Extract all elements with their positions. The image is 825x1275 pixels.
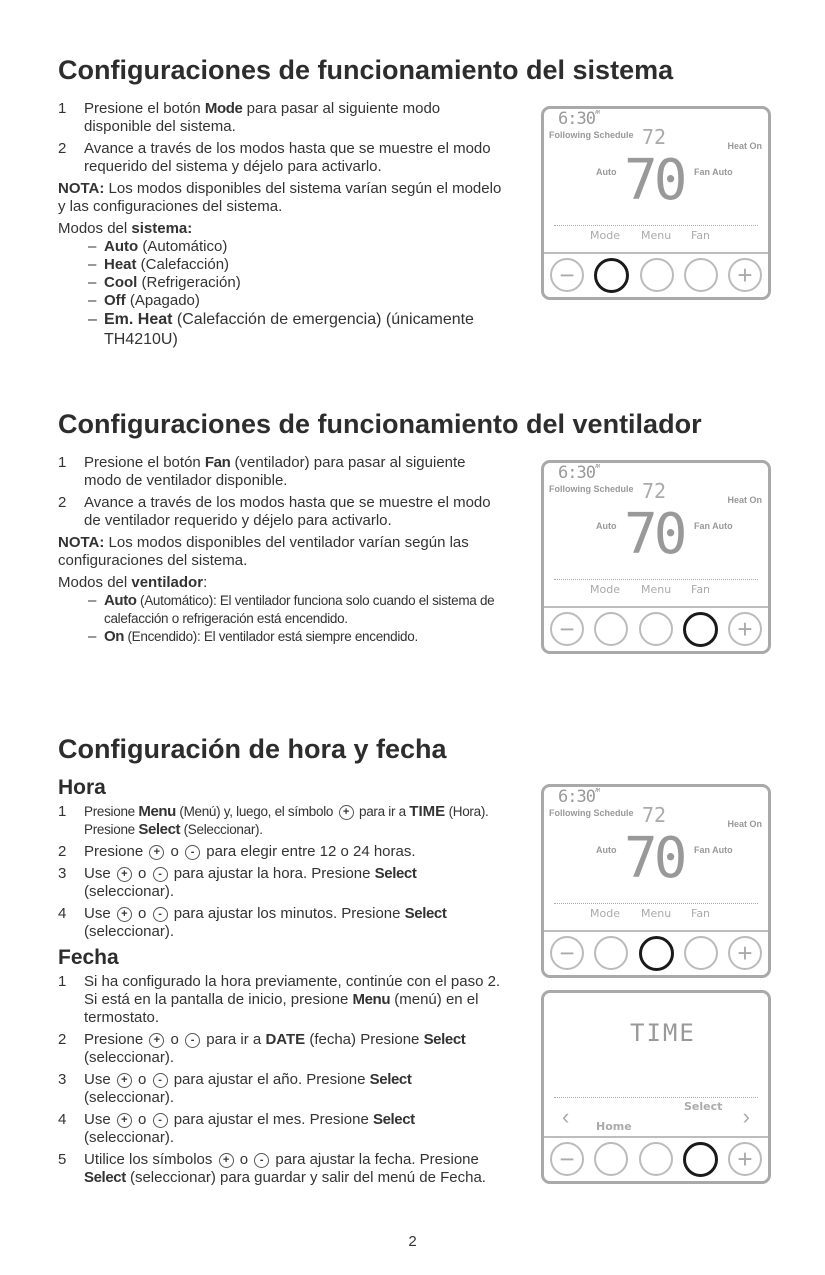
step-item bbox=[58, 1031, 503, 1067]
text-run: Presione bbox=[84, 1031, 148, 1048]
step-item bbox=[58, 905, 503, 941]
soft-key-label-fan: Fan bbox=[691, 907, 711, 920]
text-run: para ajustar la hora. Presione bbox=[169, 865, 375, 882]
soft-key-button[interactable] bbox=[639, 612, 673, 646]
text-run: o bbox=[133, 1071, 151, 1088]
text-run: (Menú) y, luego, el símbolo bbox=[175, 804, 337, 819]
fan-mode: Fan Auto bbox=[694, 521, 733, 531]
soft-key-label-mode: Mode bbox=[590, 229, 620, 242]
minus-icon: − bbox=[559, 1144, 575, 1174]
text-run: (fecha) Presione bbox=[305, 1031, 424, 1048]
step-number: 2 bbox=[58, 1031, 67, 1048]
text-run: Utilice los símbolos bbox=[84, 1151, 217, 1168]
thermostat-illustration bbox=[541, 990, 771, 1184]
step-list bbox=[58, 973, 503, 1187]
time: 6:30 bbox=[558, 787, 595, 807]
heat-status: Heat On bbox=[727, 495, 762, 505]
text-run: o bbox=[166, 1031, 184, 1048]
minus-icon: − bbox=[559, 614, 575, 644]
button-name: Menu bbox=[138, 803, 176, 820]
current-temperature: 70 bbox=[624, 826, 684, 891]
section-title-system: Configuraciones de funcionamiento del sistema bbox=[58, 55, 674, 85]
mode-item bbox=[58, 292, 503, 310]
plus-circle-icon: + bbox=[117, 867, 132, 882]
setpoint: 72 bbox=[642, 803, 667, 827]
thermostat-illustration bbox=[541, 106, 771, 300]
text-run: (Automático) bbox=[138, 238, 228, 255]
text-run: o bbox=[133, 865, 151, 882]
thermostat-illustration bbox=[541, 460, 771, 654]
text-run: (seleccionar). bbox=[84, 1049, 175, 1066]
soft-key-label-menu: Menu bbox=[641, 583, 672, 596]
bold-term: Auto bbox=[104, 238, 139, 255]
minus-circle-icon: - bbox=[153, 1113, 168, 1128]
soft-key-label-mode: Mode bbox=[590, 907, 620, 920]
step-number: 4 bbox=[58, 1111, 67, 1128]
soft-key-label-menu: Menu bbox=[641, 229, 672, 242]
fan-mode: Fan Auto bbox=[694, 167, 733, 177]
minus-circle-icon: - bbox=[153, 907, 168, 922]
schedule-status: Following Schedule bbox=[549, 808, 634, 818]
text-run: Los modos disponibles del sistema varían según el modelo y las configuraciones del sistema. bbox=[58, 180, 502, 215]
bold-term: Cool bbox=[104, 274, 138, 291]
setpoint: 72 bbox=[642, 479, 667, 503]
text-run: para ajustar el año. Presione bbox=[169, 1071, 370, 1088]
button-name: Select bbox=[369, 1071, 412, 1088]
soft-key-button[interactable] bbox=[594, 258, 629, 293]
text-run: Modos del bbox=[58, 574, 132, 591]
text-run: para ajustar la fecha. Presione bbox=[271, 1151, 479, 1168]
text-run: Si ha configurado la hora previamente, continúe con el paso 2. Si está en la pantalla de inicio, presione bbox=[84, 973, 501, 1008]
text-run: (seleccionar). bbox=[84, 883, 175, 900]
step-number: 2 bbox=[58, 494, 67, 511]
time-display bbox=[558, 464, 599, 482]
soft-key-button[interactable] bbox=[639, 936, 674, 971]
minus-icon: − bbox=[559, 938, 575, 968]
text-run: (Hora). Presione bbox=[84, 804, 489, 837]
step-item bbox=[58, 973, 503, 1027]
text-run: Avance a través de los modos hasta que se muestre el modo requerido del sistema y déjelo para activarlo. bbox=[84, 140, 491, 175]
text-run: o bbox=[166, 843, 184, 860]
text-run: (Encendido): El ventilador está siempre encendido. bbox=[124, 629, 418, 644]
soft-key-label-home: Home bbox=[596, 1120, 632, 1133]
plus-circle-icon: + bbox=[117, 1073, 132, 1088]
mode-item bbox=[58, 592, 503, 628]
subsection-title: Fecha bbox=[58, 946, 119, 969]
text-run: para ajustar el mes. Presione bbox=[169, 1111, 373, 1128]
button-row bbox=[550, 1142, 762, 1177]
step-number: 5 bbox=[58, 1151, 67, 1168]
step-number: 2 bbox=[58, 140, 67, 157]
bold-term: Heat bbox=[104, 256, 137, 273]
soft-key-button[interactable] bbox=[594, 612, 628, 646]
bold-term: TIME bbox=[409, 803, 446, 820]
step-item bbox=[58, 1071, 503, 1107]
minus-circle-icon: - bbox=[254, 1153, 269, 1168]
system-mode: Auto bbox=[596, 845, 617, 855]
plus-button[interactable] bbox=[728, 1142, 762, 1176]
soft-key-button[interactable] bbox=[684, 936, 718, 970]
button-name: Fan bbox=[204, 454, 231, 471]
current-temperature: 70 bbox=[624, 502, 684, 567]
step-item bbox=[58, 140, 503, 176]
plus-icon: + bbox=[737, 614, 753, 644]
time: 6:30 bbox=[558, 109, 595, 129]
text-run: para ajustar los minutos. Presione bbox=[169, 905, 405, 922]
step-item bbox=[58, 1111, 503, 1147]
text-run: (seleccionar). bbox=[84, 1089, 175, 1106]
fan-section-body bbox=[58, 454, 503, 646]
text-run: : bbox=[203, 574, 208, 591]
note bbox=[58, 180, 503, 216]
thermostat-screen bbox=[544, 993, 768, 1138]
section-title-fan: Configuraciones de funcionamiento del ventilador bbox=[58, 409, 702, 439]
system-mode: Auto bbox=[596, 521, 617, 531]
bold-term: Off bbox=[104, 292, 126, 309]
time-date-section bbox=[58, 733, 508, 1233]
text-run: (seleccionar). bbox=[84, 1129, 175, 1146]
step-number: 1 bbox=[58, 973, 67, 990]
bold-term: NOTA: bbox=[58, 534, 105, 551]
chevron-right-icon: › bbox=[742, 1104, 750, 1129]
button-name: Select bbox=[374, 865, 417, 882]
mode-item bbox=[58, 256, 503, 274]
plus-circle-icon: + bbox=[117, 1113, 132, 1128]
note bbox=[58, 534, 503, 570]
text-run: o bbox=[235, 1151, 253, 1168]
button-name: Select bbox=[138, 821, 181, 838]
soft-key-label-fan: Fan bbox=[691, 229, 711, 242]
text-run: (seleccionar). bbox=[84, 923, 175, 940]
text-run: (Automático): El ventilador funciona solo cuando el sistema de calefacción o refrigeración está encendido. bbox=[104, 593, 495, 626]
text-run: (Refrigeración) bbox=[137, 274, 241, 291]
text-run: Modos del bbox=[58, 220, 132, 237]
mode-item bbox=[58, 238, 503, 256]
text-run: Use bbox=[84, 1071, 115, 1088]
soft-key-button[interactable] bbox=[684, 258, 718, 292]
text-run: Avance a través de los modos hasta que se muestre el modo de ventilador requerido y déjelo para activarlo. bbox=[84, 494, 491, 529]
button-name: Select bbox=[404, 905, 447, 922]
soft-key-button[interactable] bbox=[594, 1142, 628, 1176]
minus-circle-icon: - bbox=[185, 1033, 200, 1048]
button-name: Mode bbox=[204, 100, 243, 117]
minus-circle-icon: - bbox=[153, 867, 168, 882]
modes-intro bbox=[58, 574, 503, 592]
text-run: Use bbox=[84, 905, 115, 922]
text-run: Los modos disponibles del ventilador varían según las configuraciones del sistema. bbox=[58, 534, 469, 569]
button-row bbox=[550, 612, 762, 647]
step-number: 1 bbox=[58, 454, 67, 471]
text-run: (menú) en el termostato. bbox=[84, 991, 479, 1026]
plus-circle-icon: + bbox=[149, 1033, 164, 1048]
bold-term: NOTA: bbox=[58, 180, 105, 197]
schedule-status: Following Schedule bbox=[549, 484, 634, 494]
soft-key-button[interactable] bbox=[594, 936, 628, 970]
heat-status: Heat On bbox=[727, 141, 762, 151]
divider bbox=[554, 225, 758, 226]
step-number: 1 bbox=[58, 803, 67, 820]
soft-key-button[interactable] bbox=[683, 1142, 718, 1177]
step-item bbox=[58, 454, 503, 490]
current-temperature: 70 bbox=[624, 148, 684, 213]
step-item bbox=[58, 494, 503, 530]
am-pm: AM bbox=[594, 788, 599, 794]
text-run: (ventilador) para pasar al siguiente modo de ventilador disponible. bbox=[84, 454, 466, 489]
thermostat-screen bbox=[544, 109, 768, 254]
minus-button[interactable] bbox=[550, 936, 584, 970]
plus-icon: + bbox=[737, 1144, 753, 1174]
text-run: para ir a bbox=[355, 804, 410, 819]
text-run: Use bbox=[84, 1111, 115, 1128]
plus-button[interactable] bbox=[728, 258, 762, 292]
minus-circle-icon: - bbox=[153, 1073, 168, 1088]
button-name: Auto bbox=[104, 592, 137, 609]
setpoint: 72 bbox=[642, 125, 667, 149]
time-date-section-body bbox=[58, 775, 503, 1187]
time: 6:30 bbox=[558, 463, 595, 483]
plus-icon: + bbox=[737, 260, 753, 290]
button-name: On bbox=[104, 628, 125, 645]
plus-circle-icon: + bbox=[339, 805, 354, 820]
text-run: o bbox=[133, 1111, 151, 1128]
bold-term: Em. Heat bbox=[104, 311, 173, 328]
step-number: 4 bbox=[58, 905, 67, 922]
chevron-left-icon: ‹ bbox=[562, 1104, 570, 1129]
step-item bbox=[58, 843, 503, 861]
text-run: para elegir entre 12 o 24 horas. bbox=[202, 843, 416, 860]
text-run: Presione bbox=[84, 843, 148, 860]
plus-icon: + bbox=[737, 938, 753, 968]
subsection-title: Hora bbox=[58, 776, 106, 799]
schedule-status: Following Schedule bbox=[549, 130, 634, 140]
minus-icon: − bbox=[559, 260, 575, 290]
plus-circle-icon: + bbox=[149, 845, 164, 860]
bold-term: DATE bbox=[265, 1031, 306, 1048]
step-number: 3 bbox=[58, 1071, 67, 1088]
mode-item bbox=[58, 628, 503, 646]
mode-item bbox=[58, 310, 503, 350]
soft-key-button[interactable] bbox=[683, 612, 718, 647]
soft-key-label-menu: Menu bbox=[641, 907, 672, 920]
text-run: (Seleccionar). bbox=[180, 822, 263, 837]
heat-status: Heat On bbox=[727, 819, 762, 829]
bold-term: ventilador bbox=[131, 574, 204, 591]
button-row bbox=[550, 258, 762, 293]
plus-button[interactable] bbox=[728, 612, 762, 646]
minus-button[interactable] bbox=[550, 258, 584, 292]
text-run: Presione el botón bbox=[84, 100, 205, 117]
menu-title: TIME bbox=[630, 1019, 696, 1047]
thermostat-screen bbox=[544, 463, 768, 608]
minus-button[interactable] bbox=[550, 1142, 584, 1176]
thermostat-screen bbox=[544, 787, 768, 932]
minus-circle-icon: - bbox=[185, 845, 200, 860]
step-item bbox=[58, 100, 503, 136]
soft-key-button[interactable] bbox=[640, 258, 674, 292]
text-run: para pasar al siguiente modo disponible del sistema. bbox=[84, 100, 441, 135]
plus-button[interactable] bbox=[728, 936, 762, 970]
button-name: Select bbox=[84, 1169, 126, 1186]
divider bbox=[554, 1097, 758, 1098]
thermostat-illustration bbox=[541, 784, 771, 978]
am-pm: AM bbox=[594, 110, 599, 116]
button-name: Select bbox=[372, 1111, 415, 1128]
step-item bbox=[58, 1151, 503, 1187]
page-number: 2 bbox=[408, 1233, 417, 1250]
text-run: para ir a bbox=[202, 1031, 266, 1048]
system-section-body bbox=[58, 100, 503, 350]
text-run: (Calefacción) bbox=[136, 256, 230, 273]
time-display bbox=[558, 788, 599, 806]
soft-key-label-select: Select bbox=[684, 1100, 723, 1113]
bold-term: sistema: bbox=[131, 220, 193, 237]
soft-key-label-mode: Mode bbox=[590, 583, 620, 596]
button-name: Menu bbox=[352, 991, 391, 1008]
button-name: Select bbox=[423, 1031, 466, 1048]
am-pm: AM bbox=[594, 464, 599, 470]
step-item bbox=[58, 865, 503, 901]
text-run: o bbox=[133, 905, 151, 922]
plus-circle-icon: + bbox=[117, 907, 132, 922]
step-number: 3 bbox=[58, 865, 67, 882]
text-run: (Calefacción de emergencia) (únicamente TH4210U) bbox=[104, 311, 474, 348]
step-number: 1 bbox=[58, 100, 67, 117]
plus-circle-icon: + bbox=[219, 1153, 234, 1168]
modes-intro bbox=[58, 220, 503, 238]
text-run: (seleccionar) para guardar y salir del menú de Fecha. bbox=[125, 1169, 486, 1186]
divider bbox=[554, 579, 758, 580]
text-run: Use bbox=[84, 865, 115, 882]
step-number: 2 bbox=[58, 843, 67, 860]
step-list bbox=[58, 803, 503, 941]
soft-key-button[interactable] bbox=[639, 1142, 673, 1176]
section-title-time-date: Configuración de hora y fecha bbox=[58, 734, 447, 764]
text-run: Presione el botón bbox=[84, 454, 205, 471]
fan-mode: Fan Auto bbox=[694, 845, 733, 855]
minus-button[interactable] bbox=[550, 612, 584, 646]
text-run: Presione bbox=[84, 804, 139, 819]
time-display bbox=[558, 110, 599, 128]
divider bbox=[554, 903, 758, 904]
step-item bbox=[58, 803, 503, 839]
soft-key-label-fan: Fan bbox=[691, 583, 711, 596]
system-mode: Auto bbox=[596, 167, 617, 177]
button-row bbox=[550, 936, 762, 971]
mode-item bbox=[58, 274, 503, 292]
text-run: (Apagado) bbox=[125, 292, 200, 309]
